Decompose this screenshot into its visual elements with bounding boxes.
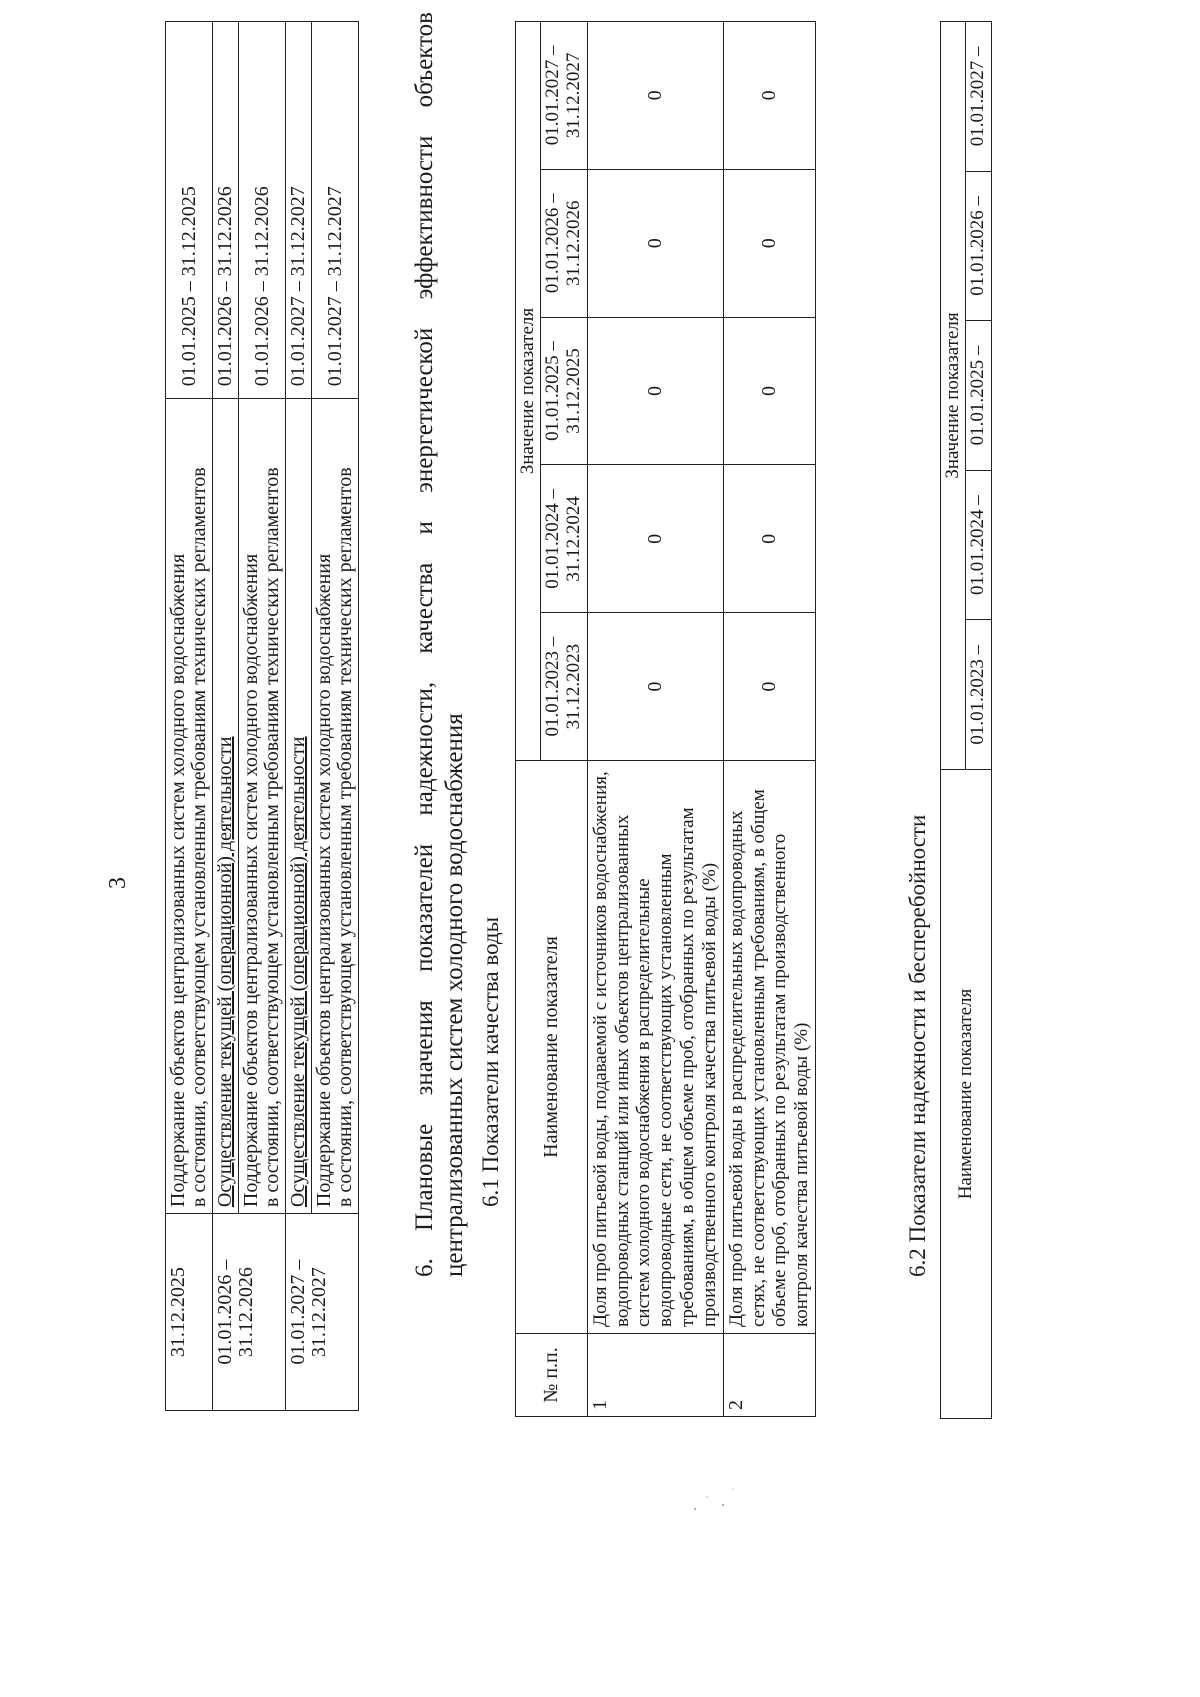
plan-table-continuation <box>165 21 359 1411</box>
period-header: 01.01.2025 – 31.12.2025 <box>540 317 587 465</box>
section-heading <box>410 12 470 1277</box>
value-cell: 0 <box>723 317 815 465</box>
table-row <box>587 22 723 1417</box>
activity-line: в состоянии, соответствующем установленным требованиям технических регламентов <box>188 467 210 1208</box>
scan-specks <box>685 1477 745 1517</box>
col-value-header: Значение показателя <box>941 22 966 770</box>
period-header: 01.01.2026 – 31.12.2026 <box>540 169 587 317</box>
dates-cell: 01.01.2027 – 31.12.2027 <box>312 22 359 399</box>
row-number: 1 <box>587 1334 723 1417</box>
period-header: 01.01.2026 – <box>965 171 991 321</box>
col-value-header: Значение показателя <box>516 22 541 761</box>
period-cell: 01.01.2027 – 31.12.2027 <box>286 1214 359 1411</box>
value-cell: 0 <box>587 22 723 170</box>
table-row <box>213 22 239 1411</box>
period-header: 01.01.2025 – <box>965 321 991 471</box>
activity-line: в состоянии, соответствующем установленным требованиям технических регламентов <box>261 467 283 1208</box>
value-cell: 0 <box>723 465 815 613</box>
period-header: 01.01.2023 – 31.12.2023 <box>540 613 587 761</box>
table-header-row <box>941 22 966 1419</box>
col-number-header: № п.п. <box>516 1334 588 1417</box>
activity-line: Поддержание объектов централизованных систем холодного водоснабжения <box>240 553 262 1208</box>
table-row <box>723 22 815 1417</box>
activity-cell <box>239 399 286 1214</box>
activity-line: Поддержание объектов централизованных систем холодного водоснабжения <box>167 553 189 1208</box>
activity-cell <box>286 399 312 1214</box>
period-cell: 01.01.2026 – 31.12.2026 <box>213 1214 286 1411</box>
table-row <box>239 22 286 1411</box>
activity-line: Осуществление текущей (операционной) деятельности <box>214 736 236 1208</box>
value-cell: 0 <box>587 465 723 613</box>
period-header: 01.01.2027 – 31.12.2027 <box>540 22 587 170</box>
subsection-heading-reliability: 6.2 Показатели надежности и бесперебойности <box>905 814 930 1277</box>
activity-cell <box>213 399 239 1214</box>
subsection-heading-quality: 6.1 Показатели качества воды <box>478 916 503 1207</box>
period-cell: 31.12.2025 <box>166 1214 213 1411</box>
row-number: 2 <box>723 1334 815 1417</box>
table-row <box>166 22 213 1411</box>
indicator-name: Доля проб питьевой воды, подаваемой с источников водоснабжения, водопроводных станций или иных объектов централизованных систем холодного водоснабжения в распределительные водопроводные сети, не соответствующих установленным требованиям, в общем объеме проб, отобранных по результатам производственного контроля качества питьевой воды (%) <box>587 761 723 1334</box>
period-header: 01.01.2023 – <box>965 620 991 770</box>
table-row <box>286 22 312 1411</box>
dates-cell: 01.01.2025 – 31.12.2025 <box>166 22 213 399</box>
value-cell: 0 <box>723 169 815 317</box>
indicator-name: Доля проб питьевой воды в распределительных водопроводных сетях, не соответствующих установленным требованиям, в общем объеме проб, отобранных по результатам производственного контроля качества питьевой воды (%) <box>723 761 815 1334</box>
value-cell: 0 <box>587 169 723 317</box>
section-number: 6. <box>411 1258 438 1277</box>
activity-line: Осуществление текущей (операционной) деятельности <box>287 736 309 1208</box>
dates-cell: 01.01.2026 – 31.12.2026 <box>239 22 286 399</box>
value-cell: 0 <box>723 613 815 761</box>
period-header: 01.01.2024 – 31.12.2024 <box>540 465 587 613</box>
activity-cell <box>312 399 359 1214</box>
table-header-row <box>516 22 541 1417</box>
reliability-table <box>940 21 992 1419</box>
page-number: 3 <box>105 877 131 889</box>
value-cell: 0 <box>587 317 723 465</box>
water-quality-table <box>515 21 816 1417</box>
col-name-header: Наименование показателя <box>516 761 588 1334</box>
dates-cell: 01.01.2026 – 31.12.2026 <box>213 22 239 399</box>
dates-cell: 01.01.2027 – 31.12.2027 <box>286 22 312 399</box>
section-title: Плановые значения показателей надежности, качества и энергетической эффективности объектов централизованных систем холодного водоснабжения <box>411 12 468 1277</box>
value-cell: 0 <box>587 613 723 761</box>
period-header: 01.01.2027 – <box>965 22 991 172</box>
value-cell: 0 <box>723 22 815 170</box>
activity-line: Поддержание объектов централизованных систем холодного водоснабжения <box>313 553 335 1208</box>
activity-line: в состоянии, соответствующем установленным требованиям технических регламентов <box>334 467 356 1208</box>
period-header: 01.01.2024 – <box>965 470 991 620</box>
table-row <box>312 22 359 1411</box>
col-name-header: Наименование показателя <box>941 770 992 1419</box>
activity-cell <box>166 399 213 1214</box>
